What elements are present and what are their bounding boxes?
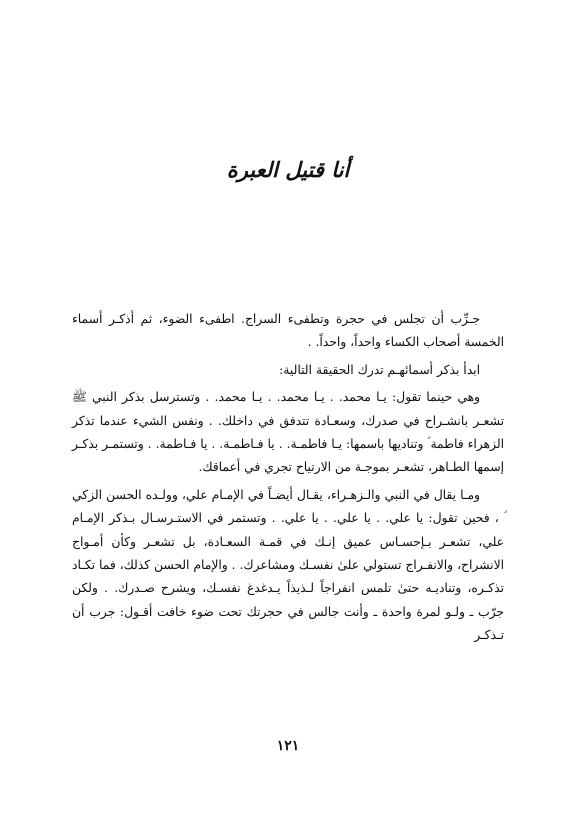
paragraph: ابدأ بذكر أسمائهـم تدرك الحقيقة التالية:	[279, 362, 480, 377]
page-number: ١٢١	[276, 738, 300, 754]
chapter-title: أنا قتيل العبرة	[226, 158, 350, 182]
paragraph: وهي حينما تقول: يـا محمد. . يـا محمد. . يـا محمد. . وتسترسل بذكر النبي ﷺ تشعـر بانشـراح في صدرك، وسعـادة تتدفق في داخلك. . ونفس الشيء عندما تذكر الزهراء فاطمة ؑ وتناديها باسمها: يـا فاطمـة. . يا فـاطمـة. . يا فـاطمة. . وتستمـر بذكـر إسمها الطـاهر، تشعـر بموجـة من الارتياح تجري في أعماقك.	[72, 390, 504, 475]
paragraph: ومـا يقال في النبي والـزهـراء، يقـال أيضـاً في الإمـام علي، وولـده الحسن الزكي ؑ ، فحين تقول: يا علي. . يا علي. . يا علي. . وتستمر في الاستـرسـال بـذكر الإمـام علي، تشعـر بـإحسـاس عميق إنـك في قمـة السعـادة، بل تشعـر وكأن أمـواج الانشراح، والانفـراج تستولي علىٰ نفسـك ومشاعرك. . والإمام الحسن كذلك، فما تكـاد تذكـره، وتناديـه حتىٰ تلمس انفراجاً لـذيذاً يـدغدغ نفسـك، ويشرح صـدرك. . ولكن جرّب ـ ولـو لمرة واحدة ـ وأنت جالس في حجرتك تحت ضوء خافت أقـول: جرب أن تـذكـر	[72, 487, 504, 643]
body-text	[72, 308, 504, 648]
paragraph: جـرِّب أن تجلس في حجرة وتطفىء السراج. اطفىء الضوء، ثم أذكـر أسماء الخمسة أصحاب الكساء واحداً، واحداً. .	[72, 312, 504, 350]
